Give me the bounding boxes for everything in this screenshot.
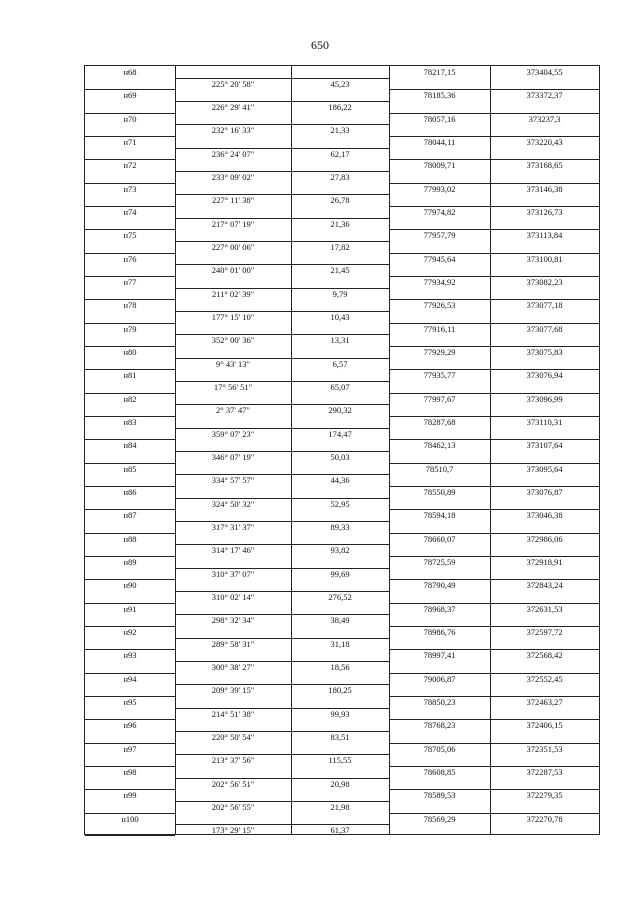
segment-length: 38,49 xyxy=(330,615,350,626)
direction-angle: 202° 56' 51" xyxy=(211,778,255,789)
direction-angle: 232° 16' 33" xyxy=(211,125,255,136)
coord-x: 78287,68 xyxy=(423,417,456,427)
direction-angle: 240° 01' 00" xyxy=(211,265,255,276)
coord-y: 373046,38 xyxy=(526,510,563,521)
point-name: н75 xyxy=(123,230,137,241)
coord-x: 78968,37 xyxy=(423,603,456,614)
point-name: н68 xyxy=(123,67,137,77)
segment-length: 21,98 xyxy=(330,802,350,812)
segment-length: 9,79 xyxy=(332,288,348,299)
segment-length: 50,03 xyxy=(330,452,350,462)
point-name: н97 xyxy=(123,743,137,754)
coord-x: 77916,11 xyxy=(423,323,456,334)
segment-length: 6,57 xyxy=(332,358,348,369)
point-name: н76 xyxy=(123,253,137,264)
coord-y: 373126,73 xyxy=(526,207,563,217)
direction-angle: 177° 15' 10" xyxy=(211,312,255,322)
coord-x: 77997,67 xyxy=(423,393,456,404)
point-name: н90 xyxy=(123,580,137,591)
segment-length: 10,43 xyxy=(330,312,350,322)
point-name: н85 xyxy=(123,463,137,474)
point-name: н94 xyxy=(123,673,137,684)
coord-y: 373113,84 xyxy=(526,230,563,241)
coord-y: 373095,64 xyxy=(526,463,563,474)
coord-y: 373077,68 xyxy=(526,323,563,334)
coord-x: 78185,36 xyxy=(423,90,456,101)
coord-x: 78608,85 xyxy=(423,767,456,777)
coord-y: 373076,87 xyxy=(526,487,563,497)
coord-x: 77926,53 xyxy=(423,300,456,311)
coord-y: 372631,53 xyxy=(526,603,563,614)
direction-angle: 346° 07' 19" xyxy=(211,452,255,462)
coord-y: 372287,53 xyxy=(526,767,563,777)
point-name: н98 xyxy=(123,767,137,777)
point-name: н88 xyxy=(123,533,137,544)
coord-x: 78594,18 xyxy=(423,510,456,521)
point-name: н95 xyxy=(123,697,137,707)
coord-y: 373404,55 xyxy=(526,67,563,77)
segment-length: 27,83 xyxy=(330,172,350,182)
point-name: н70 xyxy=(123,113,137,124)
coord-x: 78850,23 xyxy=(423,697,456,707)
coord-y: 373168,65 xyxy=(526,160,563,171)
segment-length: 18,56 xyxy=(330,662,350,672)
segment-length: 276,52 xyxy=(328,592,352,602)
point-name: н100 xyxy=(121,813,139,824)
coord-x: 78768,23 xyxy=(423,720,456,731)
coord-x: 78217,15 xyxy=(423,67,456,77)
direction-angle: 314° 17' 46" xyxy=(211,545,255,556)
segment-length: 21,36 xyxy=(330,218,350,229)
segment-length: 13,31 xyxy=(330,335,350,346)
segment-length: 52,95 xyxy=(330,498,350,509)
point-name: н92 xyxy=(123,627,137,637)
direction-angle: 173° 29' 15" xyxy=(211,825,255,836)
segment-length: 174,47 xyxy=(328,428,352,439)
point-name: н91 xyxy=(123,603,137,614)
point-name: н82 xyxy=(123,393,137,404)
point-name: н99 xyxy=(123,790,137,801)
point-name: н77 xyxy=(123,277,137,287)
direction-angle: 300° 38' 27" xyxy=(211,662,255,672)
direction-angle: 2° 37' 47" xyxy=(216,405,250,416)
coord-x: 78009,71 xyxy=(423,160,456,171)
coord-y: 372552,45 xyxy=(526,673,563,684)
segment-length: 17,82 xyxy=(330,242,350,252)
direction-angle: 209° 39' 15" xyxy=(211,685,255,696)
coord-y: 373075,83 xyxy=(526,347,563,357)
segment-length: 65,07 xyxy=(330,382,350,392)
coord-y: 373100,81 xyxy=(526,253,563,264)
direction-angle: 227° 00' 06" xyxy=(211,242,255,252)
coord-x: 78997,41 xyxy=(423,650,456,661)
point-name: н72 xyxy=(123,160,137,171)
direction-angle: 289° 58' 31" xyxy=(211,638,255,649)
coord-x: 78589,53 xyxy=(423,790,456,801)
coord-x: 77929,29 xyxy=(423,347,456,357)
direction-angle: 220° 50' 54" xyxy=(211,732,255,742)
point-name: н73 xyxy=(123,183,137,194)
segment-length: 21,45 xyxy=(330,265,350,276)
point-name: н89 xyxy=(123,557,137,567)
segment-length: 20,98 xyxy=(330,778,350,789)
direction-angle: 324° 50' 32" xyxy=(211,498,255,509)
coord-y: 373077,18 xyxy=(526,300,563,311)
coord-x: 78550,89 xyxy=(423,487,456,497)
segment-length: 83,51 xyxy=(330,732,350,742)
coord-y: 373372,37 xyxy=(526,90,563,101)
coord-x: 78569,29 xyxy=(423,813,456,824)
coord-x: 77957,79 xyxy=(423,230,456,241)
coord-x: 78510,7 xyxy=(425,463,454,474)
direction-angle: 233° 09' 02" xyxy=(211,172,255,182)
direction-angle: 211° 02' 39" xyxy=(211,288,255,299)
direction-angle: 236° 24' 07" xyxy=(211,148,255,159)
segment-length: 93,82 xyxy=(330,545,350,556)
coord-y: 372918,91 xyxy=(526,557,563,567)
coord-y: 372597,72 xyxy=(526,627,563,637)
coord-y: 372279,35 xyxy=(526,790,563,801)
segment-length: 31,18 xyxy=(330,638,350,649)
point-name: н93 xyxy=(123,650,137,661)
coord-x: 78057,16 xyxy=(423,113,456,124)
coord-y: 372270,78 xyxy=(526,813,563,824)
coord-y: 372463,27 xyxy=(526,697,563,707)
point-name: н81 xyxy=(123,370,137,381)
coord-x: 77934,92 xyxy=(423,277,456,287)
segment-length: 290,32 xyxy=(328,405,352,416)
segment-length: 45,23 xyxy=(330,78,350,89)
direction-angle: 225° 20' 58" xyxy=(211,78,255,89)
coord-y: 372568,42 xyxy=(526,650,563,661)
point-name: н79 xyxy=(123,323,137,334)
point-name: н96 xyxy=(123,720,137,731)
point-name: н84 xyxy=(123,440,137,451)
direction-angle: 298° 32' 34" xyxy=(211,615,255,626)
coord-x: 79006,87 xyxy=(423,673,456,684)
direction-angle: 334° 57' 57" xyxy=(211,475,255,486)
page-number: 650 xyxy=(311,38,329,52)
coord-x: 78462,13 xyxy=(423,440,456,451)
point-name: н80 xyxy=(123,347,137,357)
direction-angle: 17° 56' 51" xyxy=(213,382,253,392)
segment-length: 99,93 xyxy=(330,708,350,719)
coord-x: 77993,02 xyxy=(423,183,456,194)
segment-length: 186,22 xyxy=(328,102,352,112)
coord-x: 78660,07 xyxy=(423,533,456,544)
segment-length: 62,17 xyxy=(330,148,350,159)
direction-angle: 9° 43' 13" xyxy=(216,358,250,369)
coord-x: 78044,11 xyxy=(423,137,456,147)
coord-y: 373237,3 xyxy=(528,113,561,124)
segment-length: 180,25 xyxy=(328,685,352,696)
coord-y: 372986,06 xyxy=(526,533,563,544)
point-name: н86 xyxy=(123,487,137,497)
point-name: н87 xyxy=(123,510,137,521)
point-name: н71 xyxy=(123,137,137,147)
coord-y: 373220,43 xyxy=(526,137,563,147)
direction-angle: 359° 07' 23" xyxy=(211,428,255,439)
coord-x: 77935,77 xyxy=(423,370,456,381)
coord-x: 77974,82 xyxy=(423,207,456,217)
coordinates-table xyxy=(84,65,600,835)
coord-y: 373076,94 xyxy=(526,370,563,381)
direction-angle: 226° 29' 41" xyxy=(211,102,255,112)
coord-y: 373096,99 xyxy=(526,393,563,404)
direction-angle: 352° 00' 36" xyxy=(211,335,255,346)
coord-y: 372351,53 xyxy=(526,743,563,754)
segment-length: 89,33 xyxy=(330,522,350,532)
point-name: н78 xyxy=(123,300,137,311)
segment-length: 61,37 xyxy=(330,825,350,836)
direction-angle: 217° 07' 19" xyxy=(211,218,255,229)
coord-x: 78705,06 xyxy=(423,743,456,754)
coord-y: 373107,64 xyxy=(526,440,563,451)
point-name: н74 xyxy=(123,207,137,217)
point-name: н69 xyxy=(123,90,137,101)
coord-x: 77945,64 xyxy=(423,253,456,264)
direction-angle: 202° 56' 55" xyxy=(211,802,255,812)
coord-x: 78986,76 xyxy=(423,627,456,637)
coord-x: 78790,49 xyxy=(423,580,456,591)
direction-angle: 310° 37' 07" xyxy=(211,568,255,579)
direction-angle: 317° 31' 37" xyxy=(211,522,255,532)
coord-x: 78725,59 xyxy=(423,557,456,567)
direction-angle: 227° 11' 38" xyxy=(211,195,255,206)
segment-length: 21,33 xyxy=(330,125,350,136)
coord-y: 373110,31 xyxy=(526,417,563,427)
segment-length: 44,36 xyxy=(330,475,350,486)
coord-y: 372406,15 xyxy=(526,720,563,731)
segment-length: 99,69 xyxy=(330,568,350,579)
coord-y: 372843,24 xyxy=(526,580,563,591)
row-line xyxy=(85,835,175,836)
coord-y: 373146,38 xyxy=(526,183,563,194)
direction-angle: 214° 51' 38" xyxy=(211,708,255,719)
segment-length: 115,55 xyxy=(328,755,352,766)
coord-y: 373082,23 xyxy=(526,277,563,287)
direction-angle: 310° 02' 14" xyxy=(211,592,255,602)
point-name: н83 xyxy=(123,417,137,427)
segment-length: 26,78 xyxy=(330,195,350,206)
direction-angle: 213° 37' 56" xyxy=(211,755,255,766)
